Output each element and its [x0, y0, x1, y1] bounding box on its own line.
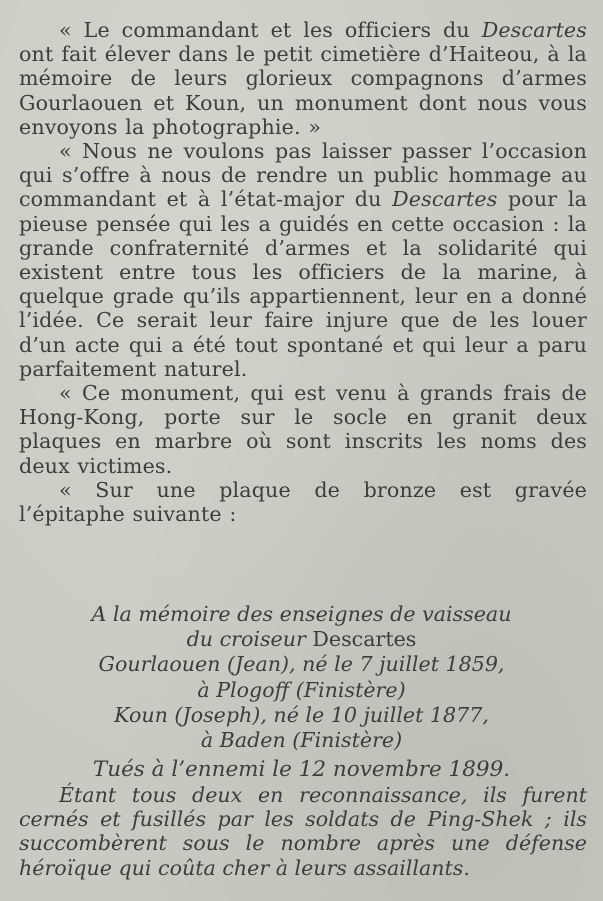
ship-name: Descartes — [481, 18, 587, 42]
paragraph-bronze-plaque: « Sur une plaque de bronze est gravée l’épitaphe suivante : — [19, 477, 587, 527]
paragraph-text: pour la pieuse pensée qui les a guidés en cette occasion : la grande confraternité d’armes et la solidarité qui existent entre tous les officiers de la marine, à quelque grade qu’ils appartiennent, leur en a donné l’idée. Ce serait leur faire injure que de les louer d’un acte qui a été tout spontané et qui leur a paru parfaitement naturel. — [19, 187, 587, 381]
epitaph — [0, 602, 603, 783]
epitaph-line: à Baden (Finistère) — [200, 728, 403, 753]
ship-name: Descartes — [392, 187, 498, 212]
paragraph-homage — [19, 139, 587, 381]
paragraph-monument-erected — [19, 18, 587, 139]
epitaph-line: A la mémoire des enseignes de vaisseau — [91, 602, 512, 626]
epitaph-line: Koun (Joseph), né le 10 juillet 1877, — [114, 702, 489, 727]
epitaph-line: à Plogoff (Finistère) — [197, 677, 406, 702]
paragraph-text: ont fait élever dans le petit cimetière d’Haiteou, à la mémoire de leurs glorieux compagnons d’armes Gourlaouen et Koun, un monument dont nous vous envoyons la photographie. » — [19, 42, 587, 139]
epitaph-text: du croiseur — [186, 627, 313, 652]
epitaph-line — [0, 627, 603, 652]
paragraph-hong-kong: « Ce monument, qui est venu à grands frais de Hong-Kong, porte sur le socle en granit deux plaques en marbre où sont inscrits les noms des deux victimes. — [19, 381, 587, 478]
paragraph-text: « Le commandant et les officiers du — [59, 18, 482, 42]
closing-paragraph: Étant tous deux en reconnaissance, ils furent cernés et fusillés par les soldats de Ping-Shek ; ils succombèrent sous le nombre après une défense héroïque qui coûta cher à leurs assaillants. — [19, 783, 587, 880]
body-text — [19, 18, 587, 526]
paragraph-text: « Nous ne voulons pas laisser passer l’occasion qui s’offre à nous de rendre un public hommage au commandant et à l’état-major du — [19, 139, 587, 212]
epitaph-line: Gourlaouen (Jean), né le 7 juillet 1859, — [98, 652, 505, 677]
epitaph-line: Tués à l’ennemi le 12 novembre 1899. — [92, 757, 511, 783]
ship-name: Descartes — [312, 627, 417, 652]
